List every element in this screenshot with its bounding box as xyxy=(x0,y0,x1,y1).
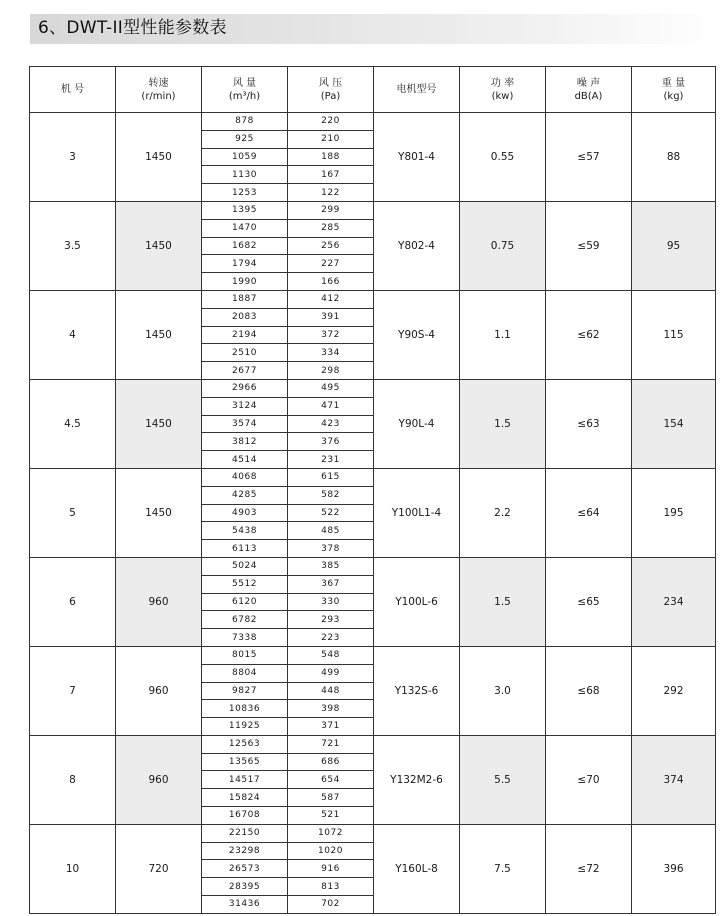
power-cell: 0.75 xyxy=(460,201,546,290)
airflow-cell: 3574 xyxy=(202,415,288,433)
header-airflow: 风 量 (m³/h) xyxy=(202,67,288,113)
table-row xyxy=(30,646,716,664)
motor-cell: Y100L1-4 xyxy=(374,468,460,557)
pressure-cell: 220 xyxy=(288,113,374,131)
pressure-cell: 298 xyxy=(288,362,374,380)
page-title: 6、DWT-II型性能参数表 xyxy=(38,18,227,38)
pressure-cell: 485 xyxy=(288,522,374,540)
motor-cell: Y90S-4 xyxy=(374,290,460,379)
noise-cell: ≤59 xyxy=(546,201,632,290)
airflow-cell: 6782 xyxy=(202,611,288,629)
pressure-cell: 372 xyxy=(288,326,374,344)
pressure-cell: 367 xyxy=(288,575,374,593)
airflow-cell: 1887 xyxy=(202,290,288,308)
pressure-cell: 299 xyxy=(288,201,374,219)
airflow-cell: 13565 xyxy=(202,753,288,771)
motor-cell: Y132S-6 xyxy=(374,646,460,735)
airflow-cell: 5512 xyxy=(202,575,288,593)
pressure-cell: 256 xyxy=(288,237,374,255)
power-cell: 5.5 xyxy=(460,735,546,824)
table-row xyxy=(30,201,716,219)
model-cell: 3 xyxy=(30,113,116,202)
noise-cell: ≤62 xyxy=(546,290,632,379)
speed-cell: 960 xyxy=(116,646,202,735)
weight-cell: 234 xyxy=(632,557,716,646)
header-speed: 转速 (r/min) xyxy=(116,67,202,113)
speed-cell: 1450 xyxy=(116,468,202,557)
table-row xyxy=(30,735,716,753)
model-cell: 4.5 xyxy=(30,379,116,468)
model-cell: 8 xyxy=(30,735,116,824)
airflow-cell: 1130 xyxy=(202,166,288,184)
table-row xyxy=(30,468,716,486)
pressure-cell: 231 xyxy=(288,451,374,469)
airflow-cell: 1059 xyxy=(202,148,288,166)
table-row xyxy=(30,379,716,397)
pressure-cell: 334 xyxy=(288,344,374,362)
airflow-cell: 28395 xyxy=(202,878,288,896)
pressure-cell: 166 xyxy=(288,273,374,291)
header-row xyxy=(30,67,716,113)
airflow-cell: 1253 xyxy=(202,184,288,202)
speed-cell: 1450 xyxy=(116,290,202,379)
pressure-cell: 495 xyxy=(288,379,374,397)
header-model: 机 号 xyxy=(30,67,116,113)
pressure-cell: 188 xyxy=(288,148,374,166)
noise-cell: ≤68 xyxy=(546,646,632,735)
pressure-cell: 702 xyxy=(288,896,374,914)
speed-cell: 1450 xyxy=(116,379,202,468)
airflow-cell: 3812 xyxy=(202,433,288,451)
airflow-cell: 8015 xyxy=(202,646,288,664)
pressure-cell: 167 xyxy=(288,166,374,184)
airflow-cell: 2510 xyxy=(202,344,288,362)
airflow-cell: 14517 xyxy=(202,771,288,789)
power-cell: 3.0 xyxy=(460,646,546,735)
airflow-cell: 925 xyxy=(202,130,288,148)
airflow-cell: 2677 xyxy=(202,362,288,380)
pressure-cell: 122 xyxy=(288,184,374,202)
weight-cell: 396 xyxy=(632,824,716,913)
airflow-cell: 2083 xyxy=(202,308,288,326)
performance-table xyxy=(29,66,716,914)
pressure-cell: 721 xyxy=(288,735,374,753)
pressure-cell: 423 xyxy=(288,415,374,433)
airflow-cell: 8804 xyxy=(202,664,288,682)
header-motor: 电机型号 xyxy=(374,67,460,113)
airflow-cell: 1682 xyxy=(202,237,288,255)
pressure-cell: 548 xyxy=(288,646,374,664)
pressure-cell: 227 xyxy=(288,255,374,273)
airflow-cell: 2966 xyxy=(202,379,288,397)
noise-cell: ≤63 xyxy=(546,379,632,468)
weight-cell: 154 xyxy=(632,379,716,468)
pressure-cell: 398 xyxy=(288,700,374,718)
airflow-cell: 3124 xyxy=(202,397,288,415)
pressure-cell: 522 xyxy=(288,504,374,522)
pressure-cell: 385 xyxy=(288,557,374,575)
weight-cell: 88 xyxy=(632,113,716,202)
pressure-cell: 412 xyxy=(288,290,374,308)
header-noise: 噪 声 dB(A) xyxy=(546,67,632,113)
pressure-cell: 448 xyxy=(288,682,374,700)
pressure-cell: 1020 xyxy=(288,842,374,860)
motor-cell: Y90L-4 xyxy=(374,379,460,468)
speed-cell: 960 xyxy=(116,735,202,824)
pressure-cell: 471 xyxy=(288,397,374,415)
model-cell: 3.5 xyxy=(30,201,116,290)
power-cell: 0.55 xyxy=(460,113,546,202)
header-pressure: 风 压 (Pa) xyxy=(288,67,374,113)
pressure-cell: 916 xyxy=(288,860,374,878)
speed-cell: 1450 xyxy=(116,201,202,290)
noise-cell: ≤57 xyxy=(546,113,632,202)
weight-cell: 374 xyxy=(632,735,716,824)
weight-cell: 292 xyxy=(632,646,716,735)
model-cell: 6 xyxy=(30,557,116,646)
airflow-cell: 12563 xyxy=(202,735,288,753)
power-cell: 1.5 xyxy=(460,557,546,646)
airflow-cell: 23298 xyxy=(202,842,288,860)
airflow-cell: 26573 xyxy=(202,860,288,878)
airflow-cell: 4514 xyxy=(202,451,288,469)
power-cell: 1.5 xyxy=(460,379,546,468)
pressure-cell: 371 xyxy=(288,718,374,736)
table-row xyxy=(30,557,716,575)
pressure-cell: 376 xyxy=(288,433,374,451)
model-cell: 4 xyxy=(30,290,116,379)
table-row xyxy=(30,824,716,842)
pressure-cell: 499 xyxy=(288,664,374,682)
power-cell: 1.1 xyxy=(460,290,546,379)
weight-cell: 195 xyxy=(632,468,716,557)
airflow-cell: 10836 xyxy=(202,700,288,718)
airflow-cell: 5024 xyxy=(202,557,288,575)
table-row xyxy=(30,113,716,131)
airflow-cell: 7338 xyxy=(202,629,288,647)
airflow-cell: 11925 xyxy=(202,718,288,736)
airflow-cell: 31436 xyxy=(202,896,288,914)
speed-cell: 1450 xyxy=(116,113,202,202)
airflow-cell: 4068 xyxy=(202,468,288,486)
pressure-cell: 615 xyxy=(288,468,374,486)
pressure-cell: 330 xyxy=(288,593,374,611)
airflow-cell: 1990 xyxy=(202,273,288,291)
weight-cell: 115 xyxy=(632,290,716,379)
noise-cell: ≤64 xyxy=(546,468,632,557)
model-cell: 10 xyxy=(30,824,116,913)
noise-cell: ≤70 xyxy=(546,735,632,824)
airflow-cell: 4285 xyxy=(202,486,288,504)
airflow-cell: 4903 xyxy=(202,504,288,522)
pressure-cell: 378 xyxy=(288,540,374,558)
weight-cell: 95 xyxy=(632,201,716,290)
pressure-cell: 587 xyxy=(288,789,374,807)
motor-cell: Y100L-6 xyxy=(374,557,460,646)
airflow-cell: 1470 xyxy=(202,219,288,237)
pressure-cell: 686 xyxy=(288,753,374,771)
model-cell: 7 xyxy=(30,646,116,735)
power-cell: 2.2 xyxy=(460,468,546,557)
pressure-cell: 210 xyxy=(288,130,374,148)
pressure-cell: 391 xyxy=(288,308,374,326)
pressure-cell: 1072 xyxy=(288,824,374,842)
airflow-cell: 15824 xyxy=(202,789,288,807)
header-power: 功 率 (kw) xyxy=(460,67,546,113)
pressure-cell: 293 xyxy=(288,611,374,629)
motor-cell: Y801-4 xyxy=(374,113,460,202)
airflow-cell: 1794 xyxy=(202,255,288,273)
airflow-cell: 16708 xyxy=(202,807,288,825)
power-cell: 7.5 xyxy=(460,824,546,913)
motor-cell: Y802-4 xyxy=(374,201,460,290)
pressure-cell: 223 xyxy=(288,629,374,647)
motor-cell: Y160L-8 xyxy=(374,824,460,913)
airflow-cell: 22150 xyxy=(202,824,288,842)
pressure-cell: 813 xyxy=(288,878,374,896)
pressure-cell: 582 xyxy=(288,486,374,504)
model-cell: 5 xyxy=(30,468,116,557)
airflow-cell: 5438 xyxy=(202,522,288,540)
noise-cell: ≤72 xyxy=(546,824,632,913)
airflow-cell: 1395 xyxy=(202,201,288,219)
pressure-cell: 521 xyxy=(288,807,374,825)
airflow-cell: 878 xyxy=(202,113,288,131)
speed-cell: 960 xyxy=(116,557,202,646)
pressure-cell: 654 xyxy=(288,771,374,789)
airflow-cell: 9827 xyxy=(202,682,288,700)
airflow-cell: 6113 xyxy=(202,540,288,558)
motor-cell: Y132M2-6 xyxy=(374,735,460,824)
pressure-cell: 285 xyxy=(288,219,374,237)
airflow-cell: 6120 xyxy=(202,593,288,611)
airflow-cell: 2194 xyxy=(202,326,288,344)
header-weight: 重 量 (kg) xyxy=(632,67,716,113)
speed-cell: 720 xyxy=(116,824,202,913)
table-row xyxy=(30,290,716,308)
noise-cell: ≤65 xyxy=(546,557,632,646)
